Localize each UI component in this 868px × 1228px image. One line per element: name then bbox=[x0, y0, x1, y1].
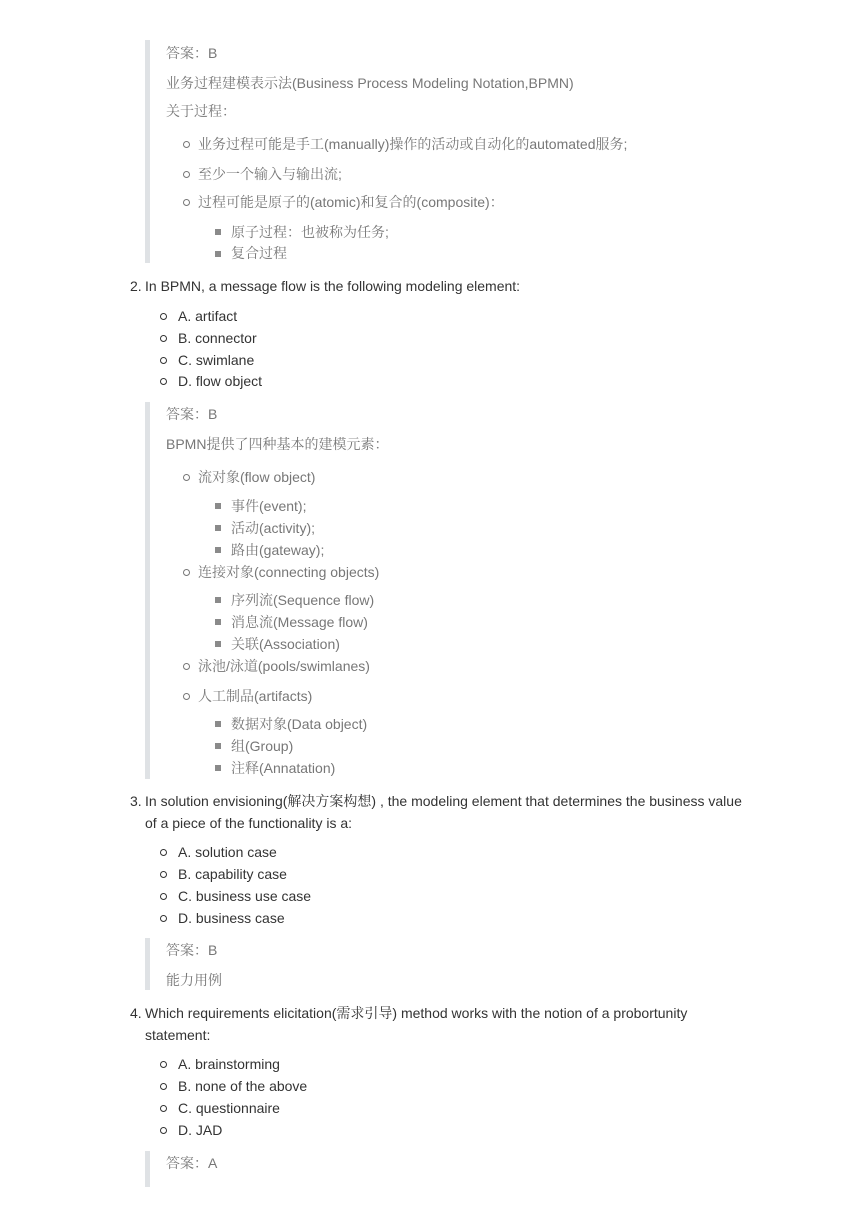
explanation-text: 关于过程： bbox=[166, 103, 236, 119]
circle-bullet-icon bbox=[183, 199, 190, 206]
option-item: D. JAD bbox=[178, 1122, 223, 1138]
answer-blockquote-4 bbox=[145, 1151, 750, 1187]
question-number: 4. bbox=[130, 1005, 142, 1021]
sub-list-item: 原子过程：也被称为任务; bbox=[231, 224, 389, 240]
square-bullet-icon bbox=[215, 597, 221, 603]
option-item: A. solution case bbox=[178, 844, 277, 860]
list-item: 人工制品(artifacts) bbox=[198, 688, 313, 704]
list-item: 流对象(flow object) bbox=[198, 469, 316, 485]
circle-bullet-icon bbox=[183, 474, 190, 481]
circle-bullet-icon bbox=[160, 915, 167, 922]
question-text: Which requirements elicitation(需求引导) method works with the notion of a probortunity statement: bbox=[145, 1005, 688, 1043]
square-bullet-icon bbox=[215, 743, 221, 749]
list-item: 泳池/泳道(pools/swimlanes) bbox=[198, 658, 370, 674]
option-item: B. none of the above bbox=[178, 1078, 308, 1094]
option-item: B. connector bbox=[178, 330, 257, 346]
sub-list-item: 消息流(Message flow) bbox=[231, 614, 368, 630]
option-item: D. business case bbox=[178, 910, 285, 926]
sub-list-item: 组(Group) bbox=[231, 738, 294, 754]
question-2 bbox=[130, 275, 750, 297]
option-item: A. artifact bbox=[178, 308, 238, 324]
circle-bullet-icon bbox=[160, 1083, 167, 1090]
circle-bullet-icon bbox=[160, 357, 167, 364]
square-bullet-icon bbox=[215, 251, 221, 257]
square-bullet-icon bbox=[215, 525, 221, 531]
square-bullet-icon bbox=[215, 721, 221, 727]
option-item: A. brainstorming bbox=[178, 1056, 280, 1072]
answer-label: 答案：B bbox=[166, 406, 218, 422]
square-bullet-icon bbox=[215, 641, 221, 647]
question-text: In BPMN, a message flow is the following modeling element: bbox=[145, 278, 521, 294]
square-bullet-icon bbox=[215, 503, 221, 509]
list-item: 过程可能是原子的(atomic)和复合的(composite)： bbox=[198, 194, 504, 210]
option-item: C. swimlane bbox=[178, 352, 255, 368]
square-bullet-icon bbox=[215, 619, 221, 625]
circle-bullet-icon bbox=[160, 335, 167, 342]
option-item: B. capability case bbox=[178, 866, 287, 882]
question-number: 3. bbox=[130, 793, 142, 809]
answer-label: 答案：B bbox=[166, 45, 218, 61]
list-item: 连接对象(connecting objects) bbox=[198, 564, 380, 580]
circle-bullet-icon bbox=[183, 569, 190, 576]
circle-bullet-icon bbox=[160, 378, 167, 385]
question-number: 2. bbox=[130, 278, 142, 294]
question-text: In solution envisioning(解决方案构想) , the modeling element that determines the business value of a piece of the functionality is a: bbox=[145, 793, 742, 831]
answer-blockquote-1 bbox=[145, 40, 750, 263]
circle-bullet-icon bbox=[160, 849, 167, 856]
circle-bullet-icon bbox=[160, 893, 167, 900]
sub-list-item: 事件(event); bbox=[231, 498, 307, 514]
circle-bullet-icon bbox=[183, 693, 190, 700]
square-bullet-icon bbox=[215, 547, 221, 553]
sub-list-item: 数据对象(Data object) bbox=[231, 716, 368, 732]
option-item: D. flow object bbox=[178, 373, 263, 389]
answer-label: 答案：A bbox=[166, 1155, 218, 1171]
sub-list-item: 注释(Annatation) bbox=[231, 760, 336, 776]
list-item: 至少一个输入与输出流; bbox=[198, 166, 342, 182]
sub-list-item: 路由(gateway); bbox=[231, 542, 325, 558]
explanation-text: BPMN提供了四种基本的建模元素： bbox=[166, 436, 389, 452]
circle-bullet-icon bbox=[183, 171, 190, 178]
square-bullet-icon bbox=[215, 229, 221, 235]
answer-blockquote-2 bbox=[145, 402, 750, 779]
explanation-text: 业务过程建模表示法(Business Process Modeling Notation,BPMN) bbox=[166, 75, 574, 91]
circle-bullet-icon bbox=[160, 1127, 167, 1134]
question-3 bbox=[130, 790, 750, 834]
question-4 bbox=[130, 1002, 750, 1046]
circle-bullet-icon bbox=[160, 313, 167, 320]
answer-label: 答案：B bbox=[166, 942, 218, 958]
list-item: 业务过程可能是手工(manually)操作的活动或自动化的automated服务; bbox=[198, 136, 628, 152]
circle-bullet-icon bbox=[160, 1061, 167, 1068]
option-item: C. business use case bbox=[178, 888, 312, 904]
sub-list-item: 活动(activity); bbox=[231, 520, 315, 536]
circle-bullet-icon bbox=[183, 663, 190, 670]
sub-list-item: 关联(Association) bbox=[231, 636, 340, 652]
circle-bullet-icon bbox=[160, 1105, 167, 1112]
option-item: C. questionnaire bbox=[178, 1100, 280, 1116]
explanation-text: 能力用例 bbox=[166, 972, 222, 988]
answer-blockquote-3 bbox=[145, 938, 750, 990]
square-bullet-icon bbox=[215, 765, 221, 771]
sub-list-item: 序列流(Sequence flow) bbox=[231, 592, 375, 608]
sub-list-item: 复合过程 bbox=[231, 245, 287, 261]
circle-bullet-icon bbox=[183, 141, 190, 148]
circle-bullet-icon bbox=[160, 871, 167, 878]
